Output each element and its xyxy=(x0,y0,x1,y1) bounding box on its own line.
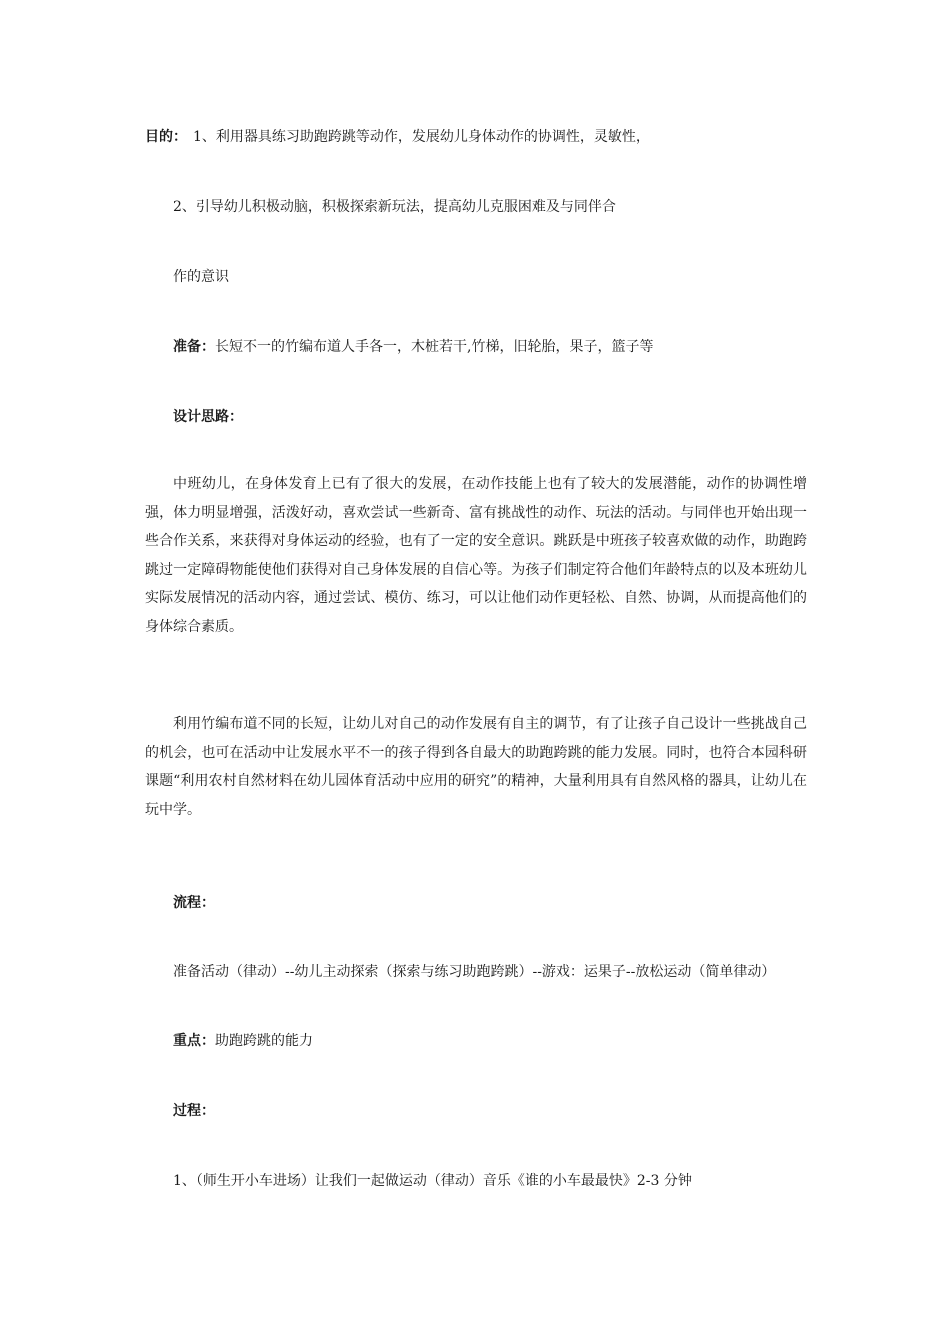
goal-item-2-continued: 作的意识 xyxy=(173,269,229,285)
keypoint-line xyxy=(173,1031,313,1051)
preparation-text: 长短不一的竹编布道人手各一，木桩若干,竹梯，旧轮胎，果子，篮子等 xyxy=(215,339,654,355)
goal-line-1 xyxy=(145,127,650,147)
preparation-label: 准备： xyxy=(173,339,215,355)
design-heading: 设计思路： xyxy=(173,409,243,425)
design-paragraph-2: 利用竹编布道不同的长短，让幼儿对自己的动作发展有自主的调节，有了让孩子自己设计一些挑战自己的机会，也可在活动中让发展水平不一的孩子得到各自最大的助跑跨跳的能力发展。同时，也符合本园科研课题“利用农村自然材料在幼儿园体育活动中应用的研究”的精神，大量利用具有自然风格的器具，让幼儿在玩中学。 xyxy=(145,716,807,818)
process-heading: 过程： xyxy=(173,1103,215,1119)
goal-item-1: 1、利用器具练习助跑跨跳等动作，发展幼儿身体动作的协调性，灵敏性， xyxy=(193,129,650,145)
preparation-line xyxy=(173,337,653,357)
goal-item-2: 2、引导幼儿积极动脑，积极探索新玩法，提高幼儿克服困难及与同伴合 xyxy=(173,199,616,215)
flow-text: 准备活动（律动）--幼儿主动探索（探索与练习助跑跨跳）--游戏：运果子--放松运动（简单律动） xyxy=(173,964,776,980)
design-paragraph-1: 中班幼儿，在身体发育上已有了很大的发展，在动作技能上也有了较大的发展潜能，动作的协调性增强，体力明显增强，活泼好动，喜欢尝试一些新奇、富有挑战性的动作、玩法的活动。与同伴也开始出现一些合作关系，来获得对身体运动的经验，也有了一定的安全意识。跳跃是中班孩子较喜欢做的动作，助跑跨跳过一定障碍物能使他们获得对自己身体发展的自信心等。为孩子们制定符合他们年龄特点的以及本班幼儿实际发展情况的活动内容，通过尝试、模仿、练习，可以让他们动作更轻松、自然、协调，从而提高他们的身体综合素质。 xyxy=(145,476,807,635)
keypoint-label: 重点： xyxy=(173,1033,215,1049)
goal-label: 目的： xyxy=(145,129,187,145)
flow-heading: 流程： xyxy=(173,895,215,911)
keypoint-text: 助跑跨跳的能力 xyxy=(215,1033,313,1049)
process-step-1: 1、（师生开小车进场）让我们一起做运动（律动）音乐《谁的小车最最快》2-3 分钟 xyxy=(173,1173,692,1189)
